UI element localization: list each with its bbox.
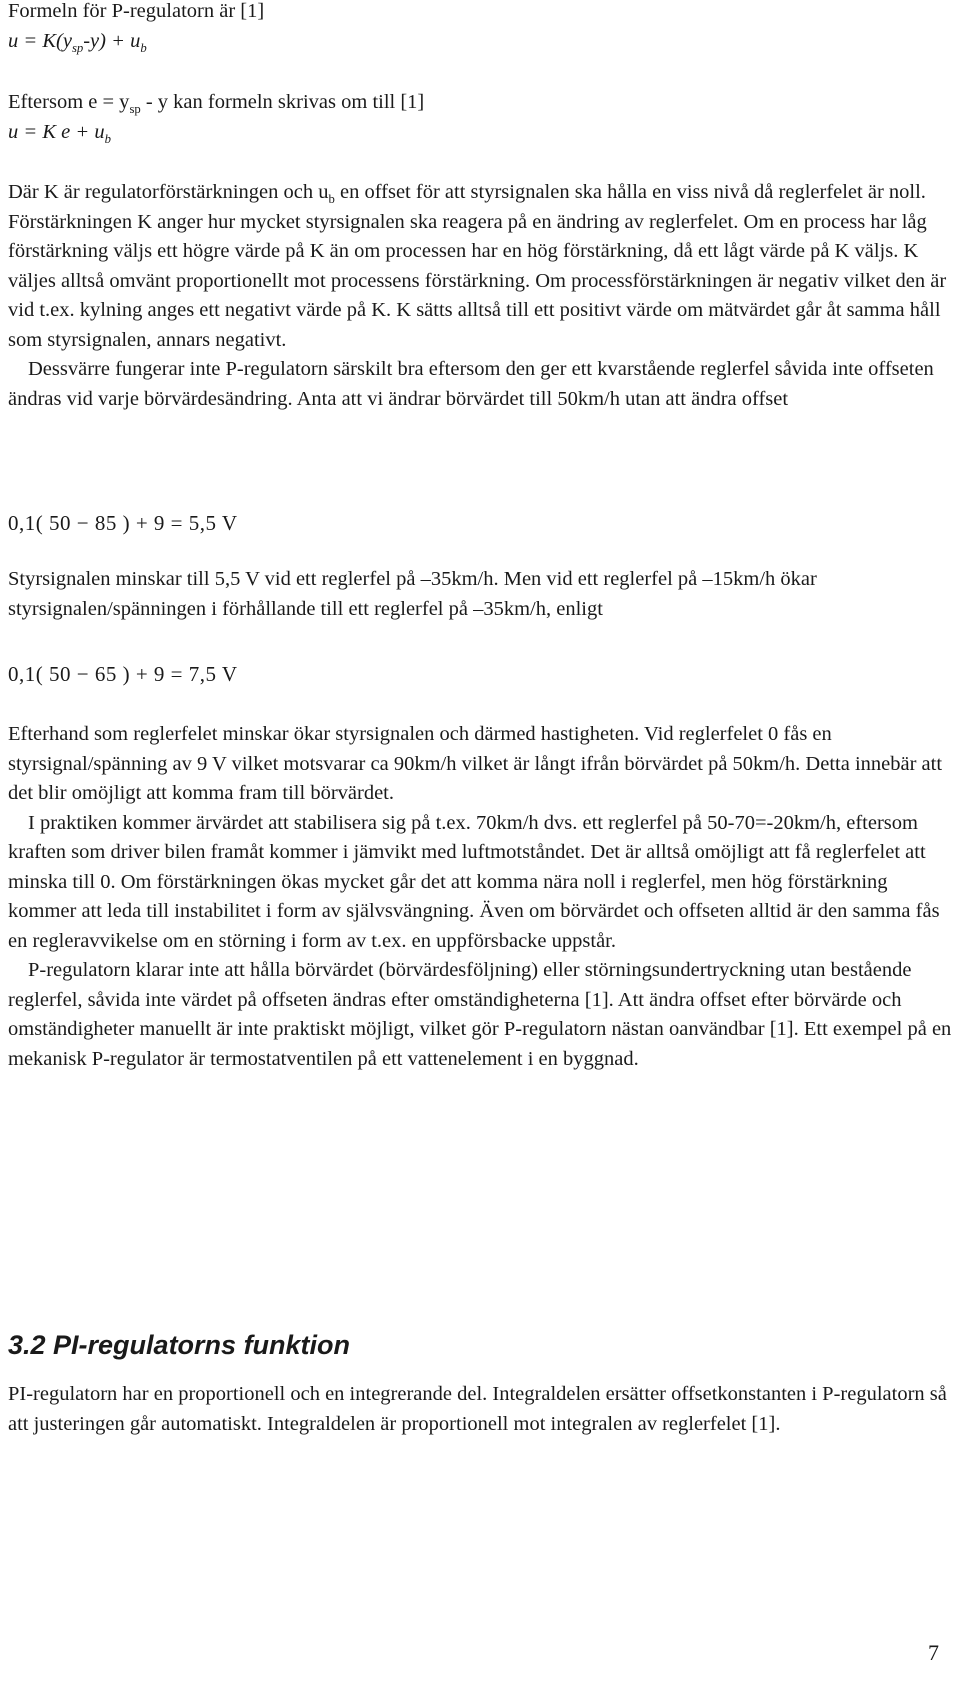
page-number: 7 [928,1640,939,1665]
paragraph-pi-regulator: PI-regulatorn har en proportionell och en integrerande del. Integraldelen ersätter offsetkonstanten i P-regulatorn så att justeringen går automatiskt. Integraldelen är proportionell mot integralen av reglerfelet [1]. [8,1383,947,1435]
paragraph-speed: Efterhand som reglerfelet minskar ökar styrsignalen och därmed hastigheten. Vid reglerfelet 0 fås en styrsignal/spänning av 9 V vilket motsvarar ca 90km/h vilket är långt ifrån börvärdet på 50km/h. Detta innebär att det blir omöjligt att komma fram till börvärdet. I praktiken kommer ärvärdet att stabilisera sig på t.ex. 70km/h dvs. ett reglerfel på 50-70=-20km/h, eftersom kraften som driver bilen framåt kommer i jämvikt med luftmotståndet. Det är alltså omöjligt att få reglerfelet att minska till 0. Om förstärkningen ökas mycket går det att komma nära noll i reglerfel, men hög förstärkning kommer att leda till instabilitet i form av självsvängning. Även om börvärdet och offseten alltid är den samma fås en regleravvikelse om en störning i form av t.ex. en uppförsbacke uppstår. P-regulatorn klarar inte att hålla börvärdet (börvärdesföljning) eller störningsundertryckning utan bestående reglerfel, såvida inte värdet på offseten ändras efter omständigheterna [1]. Att ändra offset efter börvärde och omständigheter manuellt är inte praktiskt möjligt, vilket gör P-regulatorn nästan oanvändbar [1]. Ett exempel på en mekanisk P-regulator är termostatventilen på ett vattenelement i en byggnad. [8,720,953,1074]
paragraph-practice: I praktiken kommer ärvärdet att stabilisera sig på t.ex. 70km/h dvs. ett reglerfel på 50-70=-20km/h, eftersom kraften som driver bilen framåt kommer i jämvikt med luftmotståndet. Det är alltså omöjligt att få reglerfelet att minska till 0. Om förstärkningen ökas mycket går det att komma nära noll i reglerfel, men hög förstärkning kommer att leda till instabilitet i form av självsvängning. Även om börvärdet och offseten alltid är den samma fås en regleravvikelse om en störning i form av t.ex. en uppförsbacke uppstår. [8,811,940,952]
p-regulator-formula: $u = K(y_{sp}-y) + u_b$ [8,29,147,55]
section-heading: 3.2 PI-regulatorns funktion [8,1330,351,1360]
paragraph-control-signal: Styrsignalen minskar till 5,5 V vid ett reglerfel på –35km/h. Men vid ett reglerfel på –15km/h ökar styrsignalen/spänningen i förhållande till ett reglerfel på –35km/h, enligt [8,568,817,620]
error-formula: u = K $e + u_b$ [8,120,111,146]
intro-block [8,0,953,56]
equation-1: 0,1( 50 − 85 ) + 9 = 5,5 V [8,511,238,535]
equation-2: 0,1( 50 − 65 ) + 9 = 7,5 V [8,662,238,686]
rewrite-text: Eftersom $e = y_{sp} - y$ kan formeln skrivas om till [1] [8,91,425,117]
intro-text: Formeln för P-regulatorn är [1] [8,0,265,22]
paragraph-limitations: P-regulatorn klarar inte att hålla börvärdet (börvärdesföljning) eller störningsundertryckning utan bestående reglerfel, såvida inte värdet på offseten ändras efter omständigheterna [1]. Att ändra offset efter börvärde och omständigheter manuellt är inte praktiskt möjligt, vilket gör P-regulatorn nästan oanvändbar [1]. Ett exempel på en mekanisk P-regulator är termostatventilen på ett vattenelement i en byggnad. [8,959,952,1070]
rewrite-block [8,88,953,147]
paragraph-gain: Där K är regulatorförstärkningen och $u_b$ en offset för att styrsignalen ska hålla en viss nivå då reglerfelet är noll. Förstärkningen K anger hur mycket styrsignalen ska reagera på en ändring av reglerfelet. Om en process har låg förstärkning väljs ett högre värde på K än om processen har en hög förstärkning, då ett lågt värde på K väljs. K väljes alltså omvänt proportionellt mot processens förstärkning. Om processförstärkningen är negativ vilket den är vid t.ex. kylning anges ett negativt värde på K. K sätts alltså till ett positivt värde om mätvärdet går åt samma håll som styrsignalen, annars negativt. Dessvärre fungerar inte P-regulatorn särskilt bra eftersom den ger ett kvarstående reglerfel såvida inte offseten ändras vid varje börvärdesändring. Anta att vi ändrar börvärdet till 50km/h utan att ändra offset [8,178,953,414]
paragraph-offset-problem: Dessvärre fungerar inte P-regulatorn särskilt bra eftersom den ger ett kvarstående reglerfel såvida inte offseten ändras vid varje börvärdesändring. Anta att vi ändrar börvärdet till 50km/h utan att ändra offset [8,358,934,410]
